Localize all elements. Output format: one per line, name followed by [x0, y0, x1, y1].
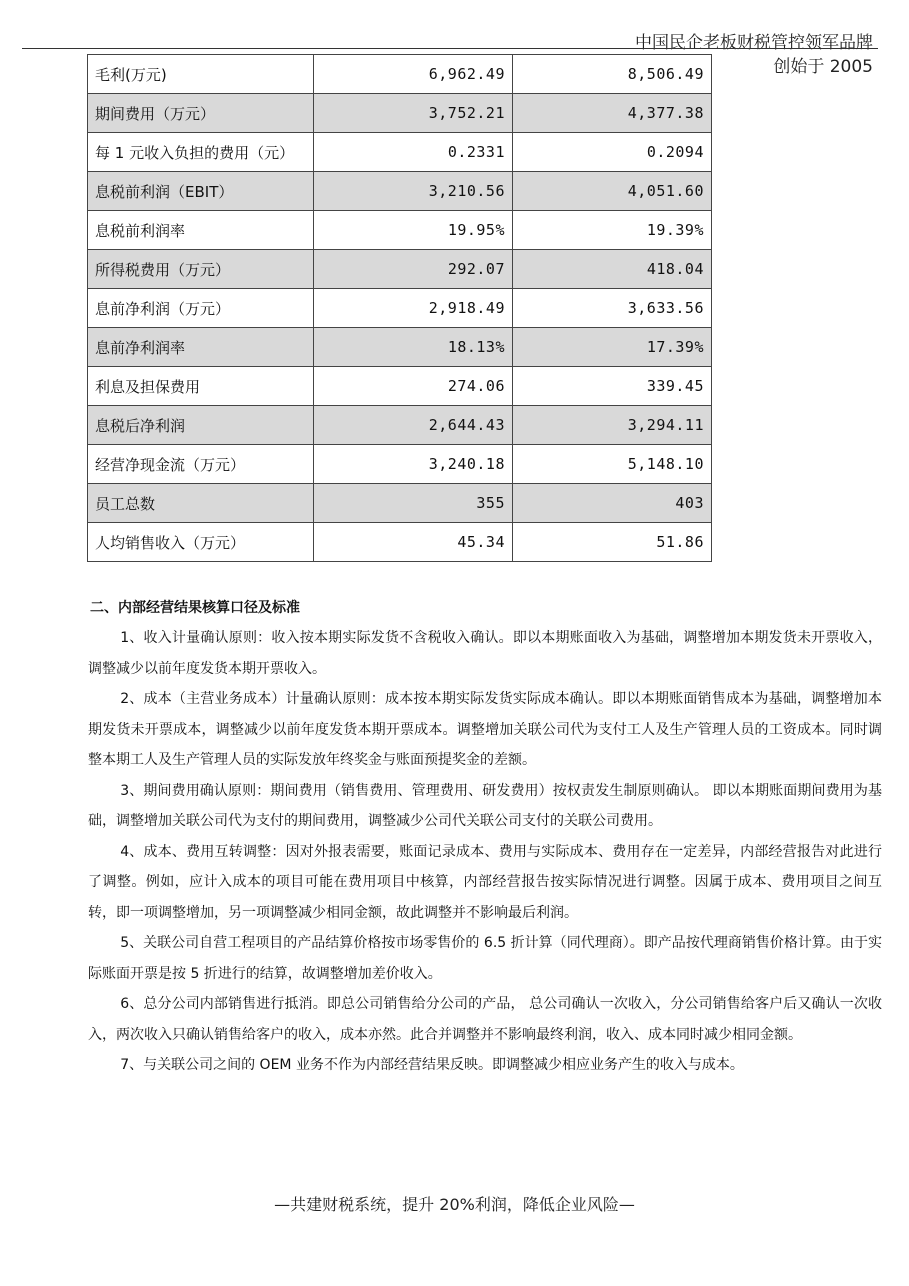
header-brand: 中国民企老板财税管控领军品牌 — [635, 33, 873, 53]
row-label: 息前净利润（万元） — [88, 289, 314, 328]
value-col-1: 2,918.49 — [314, 289, 513, 328]
value-col-1: 6,962.49 — [314, 55, 513, 94]
value-col-2: 17.39% — [513, 328, 712, 367]
section-body — [88, 623, 882, 1081]
value-col-2: 4,051.60 — [513, 172, 712, 211]
row-label: 员工总数 — [88, 484, 314, 523]
value-col-1: 292.07 — [314, 250, 513, 289]
table-row — [88, 211, 712, 250]
table-row — [88, 367, 712, 406]
row-label: 人均销售收入（万元） — [88, 523, 314, 562]
row-label: 息税前利润率 — [88, 211, 314, 250]
value-col-1: 3,210.56 — [314, 172, 513, 211]
section-title: 二、内部经营结果核算口径及标准 — [90, 600, 300, 616]
row-label: 期间费用（万元） — [88, 94, 314, 133]
value-col-2: 0.2094 — [513, 133, 712, 172]
header-rule — [22, 48, 878, 49]
table-row — [88, 55, 712, 94]
value-col-2: 51.86 — [513, 523, 712, 562]
table-row — [88, 328, 712, 367]
value-col-2: 339.45 — [513, 367, 712, 406]
value-col-2: 5,148.10 — [513, 445, 712, 484]
table-row — [88, 250, 712, 289]
row-label: 经营净现金流（万元） — [88, 445, 314, 484]
value-col-1: 18.13% — [314, 328, 513, 367]
table-row — [88, 172, 712, 211]
paragraph: 7、与关联公司之间的 OEM 业务不作为内部经营结果反映。即调整减少相应业务产生的收入与成本。 — [120, 1057, 744, 1073]
value-col-1: 19.95% — [314, 211, 513, 250]
row-label: 息前净利润率 — [88, 328, 314, 367]
value-col-1: 355 — [314, 484, 513, 523]
paragraph: 5、关联公司自营工程项目的产品结算价格按市场零售价的 6.5 折计算（同代理商）。即产品按代理商销售价格计算。由于实际账面开票是按 5 折进行的结算，故调整增加差价收入。 — [88, 935, 882, 982]
value-col-2: 19.39% — [513, 211, 712, 250]
table-row — [88, 94, 712, 133]
row-label: 息税后净利润 — [88, 406, 314, 445]
row-label: 所得税费用（万元） — [88, 250, 314, 289]
row-label: 息税前利润（EBIT） — [88, 172, 314, 211]
row-label: 利息及担保费用 — [88, 367, 314, 406]
paragraph: 6、总分公司内部销售进行抵消。即总公司销售给分公司的产品， 总公司确认一次收入，分公司销售给客户后又确认一次收入，两次收入只确认销售给客户的收入，成本亦然。此合并调整并不影响最终利润，收入、成本同时减少相同金额。 — [88, 996, 882, 1043]
table-row — [88, 523, 712, 562]
value-col-1: 3,752.21 — [314, 94, 513, 133]
table-row — [88, 484, 712, 523]
value-col-2: 8,506.49 — [513, 55, 712, 94]
value-col-2: 418.04 — [513, 250, 712, 289]
financial-table — [87, 54, 712, 562]
value-col-2: 3,633.56 — [513, 289, 712, 328]
paragraph: 1、收入计量确认原则：收入按本期实际发货不含税收入确认。即以本期账面收入为基础，调整增加本期发货未开票收入，调整减少以前年度发货本期开票收入。 — [88, 630, 882, 677]
value-col-2: 4,377.38 — [513, 94, 712, 133]
row-label: 毛利(万元) — [88, 55, 314, 94]
paragraph: 4、成本、费用互转调整：因对外报表需要，账面记录成本、费用与实际成本、费用存在一定差异，内部经营报告对此进行了调整。例如，应计入成本的项目可能在费用项目中核算，内部经营报告按实际情况进行调整。因属于成本、费用项目之间互转，即一项调整增加，另一项调整减少相同金额，故此调整并不影响最后利润。 — [88, 843, 882, 921]
table-row — [88, 445, 712, 484]
table-row — [88, 289, 712, 328]
value-col-1: 0.2331 — [314, 133, 513, 172]
row-label: 每 1 元收入负担的费用（元） — [88, 133, 314, 172]
table-row — [88, 406, 712, 445]
value-col-1: 274.06 — [314, 367, 513, 406]
header-since: 创始于 2005 — [773, 57, 873, 77]
value-col-1: 2,644.43 — [314, 406, 513, 445]
value-col-2: 403 — [513, 484, 712, 523]
value-col-2: 3,294.11 — [513, 406, 712, 445]
paragraph: 3、期间费用确认原则：期间费用（销售费用、管理费用、研发费用）按权责发生制原则确认。 即以本期账面期间费用为基础，调整增加关联公司代为支付的期间费用，调整减少公司代关联公司支付的关联公司费用。 — [88, 782, 882, 829]
table-row — [88, 133, 712, 172]
value-col-1: 45.34 — [314, 523, 513, 562]
footer-slogan: —共建财税系统，提升 20%利润，降低企业风险— — [274, 1195, 635, 1214]
paragraph: 2、成本（主营业务成本）计量确认原则：成本按本期实际发货实际成本确认。即以本期账面销售成本为基础，调整增加本期发货未开票成本，调整减少以前年度发货本期开票成本。调整增加关联公司代为支付工人及生产管理人员的工资成本。同时调整本期工人及生产管理人员的实际发放年终奖金与账面预提奖金的差额。 — [88, 691, 882, 768]
value-col-1: 3,240.18 — [314, 445, 513, 484]
